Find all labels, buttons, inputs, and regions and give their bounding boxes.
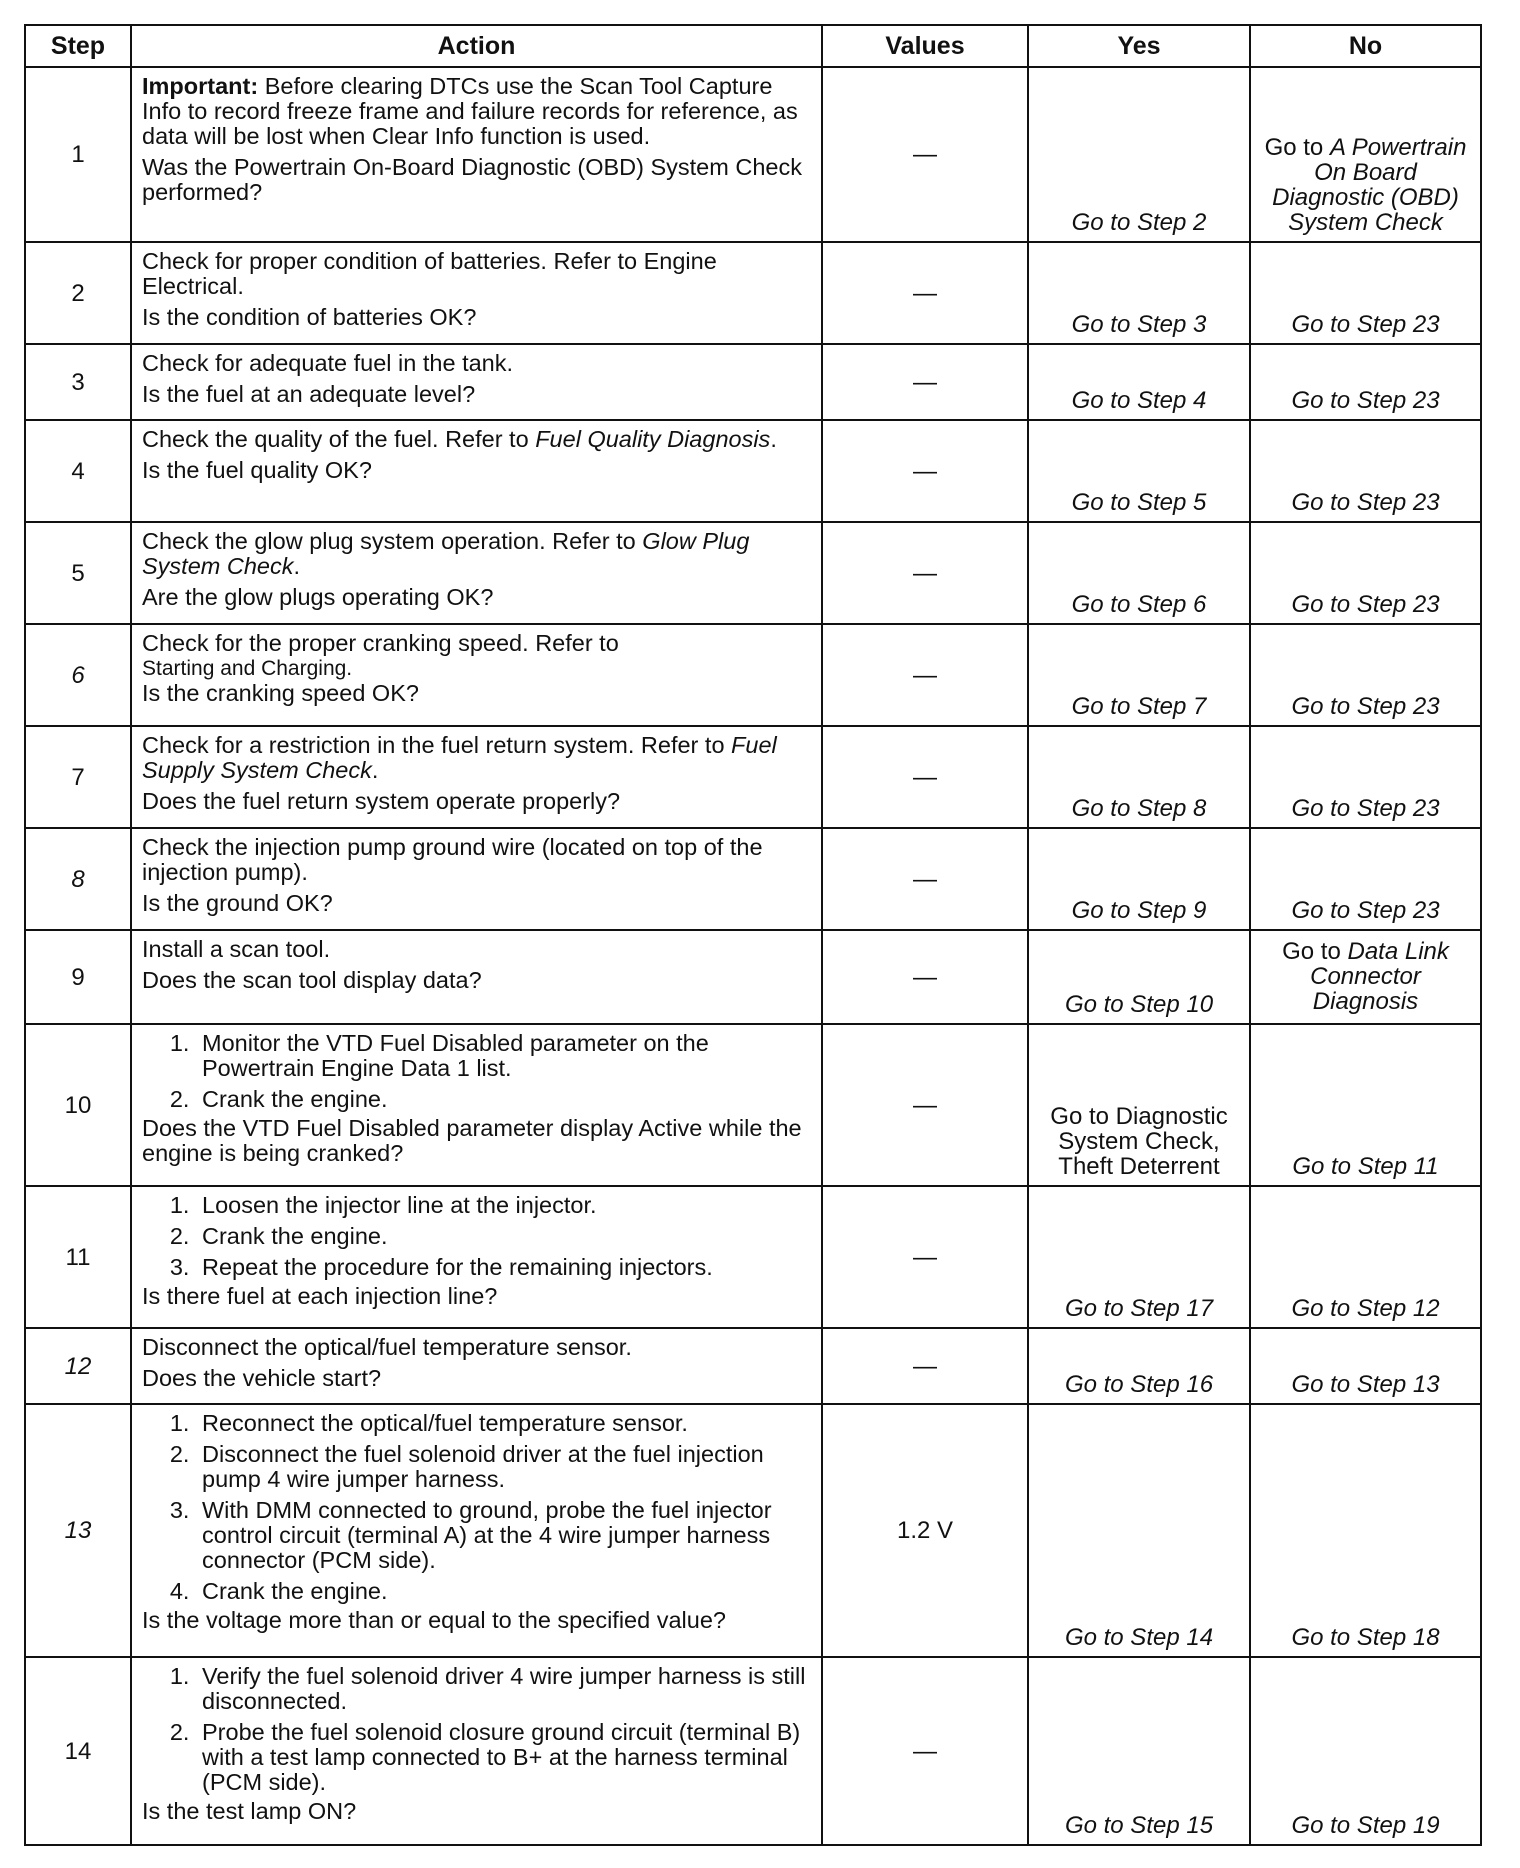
- step-number: 13: [25, 1404, 131, 1657]
- reference-link: Fuel Quality Diagnosis: [535, 426, 771, 452]
- question-text: Are the glow plugs operating OK?: [142, 584, 494, 610]
- step-number: 10: [25, 1024, 131, 1186]
- table-row: [25, 930, 1481, 1024]
- no-reference: A Powertrain On Board Diagnostic (OBD) System Check: [1272, 134, 1467, 236]
- header-action: Action: [131, 25, 822, 67]
- action-cell: [131, 930, 822, 1024]
- action-text: [142, 529, 811, 579]
- value-cell: —: [822, 930, 1028, 1024]
- step-number: 2: [25, 242, 131, 344]
- action-cell: [131, 420, 822, 522]
- question-text: Is the voltage more than or equal to the specified value?: [142, 1607, 726, 1633]
- action-text: Install a scan tool.: [142, 936, 331, 962]
- action-text: Check for adequate fuel in the tank.: [142, 350, 514, 376]
- step-number: 14: [25, 1657, 131, 1845]
- yes-cell: Go to Step 10: [1028, 930, 1250, 1024]
- action-cell: [131, 726, 822, 828]
- header-row: [25, 25, 1481, 67]
- no-reference: Data Link Connector Diagnosis: [1310, 937, 1449, 1015]
- no-cell: Go to Step 19: [1250, 1657, 1481, 1845]
- table-row: [25, 1657, 1481, 1845]
- header-yes: Yes: [1028, 25, 1250, 67]
- no-cell: Go to Step 23: [1250, 828, 1481, 930]
- reference-link: Fuel Supply System Check: [142, 732, 777, 783]
- step-number: 11: [25, 1186, 131, 1328]
- table-row: [25, 522, 1481, 624]
- action-cell: [131, 828, 822, 930]
- yes-cell: Go to Step 16: [1028, 1328, 1250, 1404]
- action-text: Check the injection pump ground wire (located on top of the injection pump).: [142, 834, 763, 885]
- step-number: 1: [25, 67, 131, 242]
- value-cell: —: [822, 726, 1028, 828]
- action-cell: [131, 522, 822, 624]
- action-text: [142, 427, 811, 452]
- no-cell: Go to Step 23: [1250, 242, 1481, 344]
- table-row: [25, 242, 1481, 344]
- header-no: No: [1250, 25, 1481, 67]
- question-text: Does the scan tool display data?: [142, 967, 482, 993]
- procedure-step: 1. Monitor the VTD Fuel Disabled parameter on the Powertrain Engine Data 1 list.: [196, 1031, 811, 1081]
- question-text: Does the fuel return system operate properly?: [142, 788, 621, 814]
- value-cell: —: [822, 420, 1028, 522]
- table-row: [25, 624, 1481, 726]
- question-text: Is the test lamp ON?: [142, 1798, 357, 1824]
- important-note: [142, 74, 811, 149]
- action-text-suffix: .: [293, 553, 301, 579]
- question-text: Is the condition of batteries OK?: [142, 304, 477, 330]
- table-row: [25, 1328, 1481, 1404]
- yes-cell: Go to Step 6: [1028, 522, 1250, 624]
- no-cell: [1250, 930, 1481, 1024]
- diagnostic-table-sheet: [24, 24, 1480, 1846]
- table-row: [25, 1024, 1481, 1186]
- value-cell: —: [822, 1328, 1028, 1404]
- table-row: [25, 828, 1481, 930]
- value-cell: —: [822, 1186, 1028, 1328]
- step-number: 12: [25, 1328, 131, 1404]
- question-text: Does the vehicle start?: [142, 1365, 382, 1391]
- no-cell: Go to Step 23: [1250, 420, 1481, 522]
- no-cell: Go to Step 18: [1250, 1404, 1481, 1657]
- yes-cell: Go to Step 9: [1028, 828, 1250, 930]
- action-text-prefix: Check for a restriction in the fuel return system. Refer to: [142, 732, 732, 758]
- value-cell: —: [822, 522, 1028, 624]
- procedure-step: 2. Probe the fuel solenoid closure ground circuit (terminal B) with a test lamp connected to B+ at the harness terminal (PCM side).: [196, 1720, 811, 1795]
- value-cell: —: [822, 242, 1028, 344]
- diagnostic-table: [24, 24, 1482, 1846]
- action-cell: [131, 242, 822, 344]
- step-number: 9: [25, 930, 131, 1024]
- table-row: [25, 67, 1481, 242]
- table-row: [25, 1404, 1481, 1657]
- no-cell: Go to Step 23: [1250, 344, 1481, 420]
- procedure-step: 1. Verify the fuel solenoid driver 4 wire jumper harness is still disconnected.: [196, 1664, 811, 1714]
- step-number: 3: [25, 344, 131, 420]
- no-cell: Go to Step 13: [1250, 1328, 1481, 1404]
- action-reference: Starting and Charging.: [142, 657, 353, 680]
- important-text: Before clearing DTCs use the Scan Tool Capture Info to record freeze frame and failure records for reference, as data will be lost when Clear Info function is used.: [142, 73, 798, 149]
- value-cell: —: [822, 1024, 1028, 1186]
- value-cell: —: [822, 624, 1028, 726]
- header-values: Values: [822, 25, 1028, 67]
- no-cell: Go to Step 23: [1250, 522, 1481, 624]
- value-cell: —: [822, 828, 1028, 930]
- important-label: Important:: [142, 73, 259, 99]
- reference-link: Glow Plug System Check: [142, 528, 750, 579]
- step-number: 7: [25, 726, 131, 828]
- procedure-list: [142, 1664, 811, 1795]
- action-text-prefix: Check the glow plug system operation. Refer to: [142, 528, 643, 554]
- action-cell: [131, 1186, 822, 1328]
- value-cell: —: [822, 67, 1028, 242]
- no-cell: Go to Step 11: [1250, 1024, 1481, 1186]
- value-cell: 1.2 V: [822, 1404, 1028, 1657]
- question-text: Is the ground OK?: [142, 890, 333, 916]
- procedure-step: 2. Disconnect the fuel solenoid driver at the fuel injection pump 4 wire jumper harness.: [196, 1442, 811, 1492]
- procedure-step: 3. Repeat the procedure for the remaining injectors.: [196, 1255, 811, 1280]
- question-text: Is there fuel at each injection line?: [142, 1283, 498, 1309]
- procedure-list: [142, 1031, 811, 1112]
- yes-cell: Go to Step 4: [1028, 344, 1250, 420]
- procedure-step: 2. Crank the engine.: [196, 1224, 811, 1249]
- yes-cell: Go to Step 15: [1028, 1657, 1250, 1845]
- step-number: 4: [25, 420, 131, 522]
- procedure-step: 2. Crank the engine.: [196, 1087, 811, 1112]
- yes-cell: Go to Step 8: [1028, 726, 1250, 828]
- yes-cell: Go to Step 5: [1028, 420, 1250, 522]
- no-cell: Go to Step 23: [1250, 624, 1481, 726]
- action-text-suffix: .: [371, 757, 379, 783]
- question-text: Is the cranking speed OK?: [142, 680, 419, 706]
- header-step: Step: [25, 25, 131, 67]
- no-cell: Go to Step 23: [1250, 726, 1481, 828]
- step-number: 5: [25, 522, 131, 624]
- yes-cell: Go to Diagnostic System Check, Theft Deterrent: [1028, 1024, 1250, 1186]
- question-text: Was the Powertrain On-Board Diagnostic (OBD) System Check performed?: [142, 154, 802, 205]
- yes-cell: Go to Step 7: [1028, 624, 1250, 726]
- question-text: Is the fuel quality OK?: [142, 457, 372, 483]
- table-row: [25, 344, 1481, 420]
- step-number: 6: [25, 624, 131, 726]
- yes-cell: Go to Step 2: [1028, 67, 1250, 242]
- procedure-step: 1. Reconnect the optical/fuel temperature sensor.: [196, 1411, 811, 1436]
- action-cell: [131, 1404, 822, 1657]
- value-cell: —: [822, 344, 1028, 420]
- action-cell: [131, 67, 822, 242]
- procedure-step: 3. With DMM connected to ground, probe the fuel injector control circuit (terminal A) at the 4 wire jumper harness connector (PCM side).: [196, 1498, 811, 1573]
- no-cell: Go to Step 12: [1250, 1186, 1481, 1328]
- action-text-suffix: .: [770, 426, 777, 452]
- yes-cell: Go to Step 14: [1028, 1404, 1250, 1657]
- action-cell: [131, 1024, 822, 1186]
- question-text: Is the fuel at an adequate level?: [142, 381, 476, 407]
- action-text: Check for proper condition of batteries. Refer to Engine Electrical.: [142, 248, 717, 299]
- action-text: Check for the proper cranking speed. Refer to: [142, 630, 619, 656]
- value-cell: —: [822, 1657, 1028, 1845]
- table-row: [25, 1186, 1481, 1328]
- no-prefix: Go to: [1282, 937, 1348, 965]
- no-cell: [1250, 67, 1481, 242]
- action-cell: [131, 344, 822, 420]
- action-text: Disconnect the optical/fuel temperature sensor.: [142, 1334, 632, 1360]
- action-text: [142, 733, 811, 783]
- table-row: [25, 420, 1481, 522]
- step-number: 8: [25, 828, 131, 930]
- procedure-list: [142, 1411, 811, 1604]
- no-prefix: Go to: [1264, 134, 1330, 161]
- action-text-prefix: Check the quality of the fuel. Refer to: [142, 426, 536, 452]
- table-row: [25, 726, 1481, 828]
- procedure-step: 1. Loosen the injector line at the injector.: [196, 1193, 811, 1218]
- yes-cell: Go to Step 17: [1028, 1186, 1250, 1328]
- procedure-list: [142, 1193, 811, 1280]
- action-cell: [131, 1328, 822, 1404]
- action-cell: [131, 624, 822, 726]
- question-text: Does the VTD Fuel Disabled parameter display Active while the engine is being cranked?: [142, 1115, 802, 1166]
- procedure-step: 4. Crank the engine.: [196, 1579, 811, 1604]
- yes-cell: Go to Step 3: [1028, 242, 1250, 344]
- action-cell: [131, 1657, 822, 1845]
